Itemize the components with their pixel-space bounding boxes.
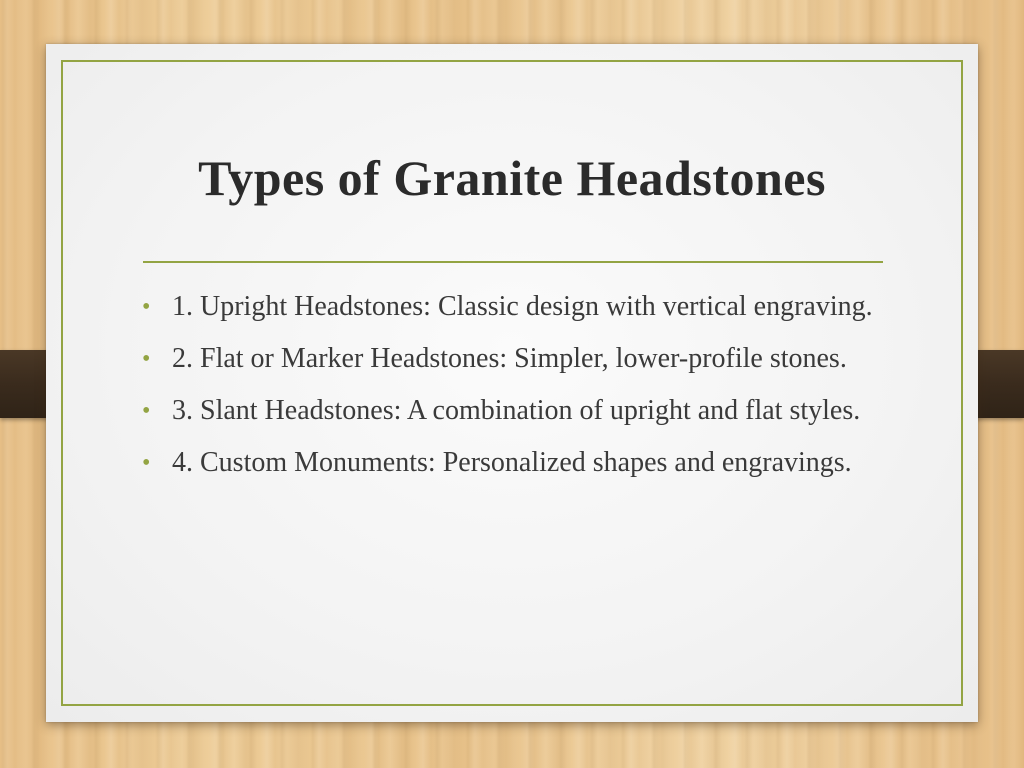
- bullet-dot-icon: •: [142, 346, 151, 372]
- bullet-item: [142, 342, 892, 376]
- title-divider: [143, 261, 883, 263]
- slide-paper: [46, 44, 978, 722]
- slide-title: Types of Granite Headstones: [198, 150, 826, 206]
- bullet-dot-icon: •: [142, 450, 151, 476]
- bullet-text: 1. Upright Headstones: Classic design with vertical engraving.: [172, 291, 873, 322]
- bullet-item: [142, 446, 892, 480]
- bullet-list: [142, 290, 892, 498]
- bullet-item: [142, 290, 892, 324]
- bullet-text: 2. Flat or Marker Headstones: Simpler, lower-profile stones.: [172, 343, 847, 374]
- bullet-dot-icon: •: [142, 294, 151, 320]
- bullet-text: 3. Slant Headstones: A combination of upright and flat styles.: [172, 395, 861, 426]
- bullet-text: 4. Custom Monuments: Personalized shapes and engravings.: [172, 447, 852, 478]
- bullet-item: [142, 394, 892, 428]
- bullet-dot-icon: •: [142, 398, 151, 424]
